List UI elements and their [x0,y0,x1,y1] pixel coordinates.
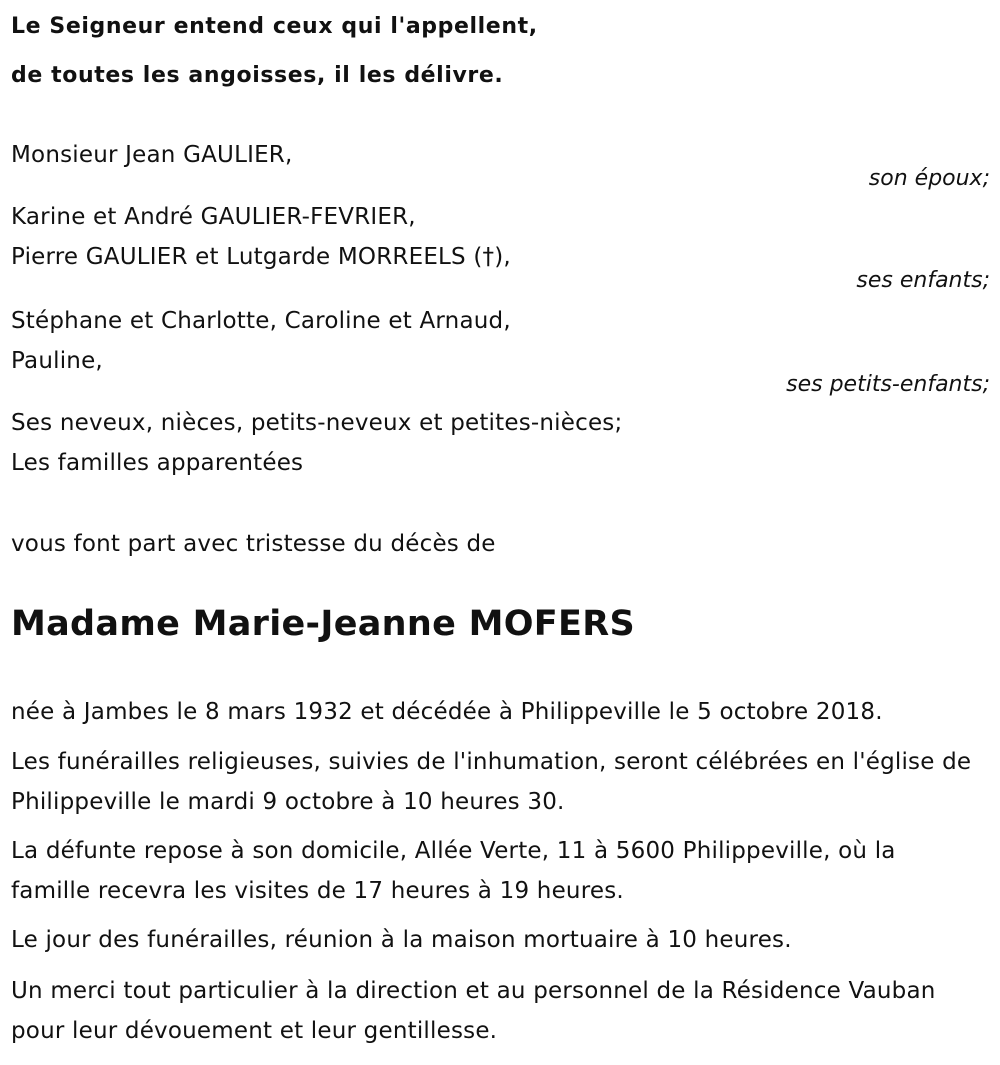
relatives-line-2: Les familles apparentées [11,450,304,476]
child-line-2: Pierre GAULIER et Lutgarde MORREELS (†), [11,244,511,270]
verse-line-1: Le Seigneur entend ceux qui l'appellent, [11,14,538,39]
child-line-1: Karine et André GAULIER-FEVRIER, [11,204,416,230]
relatives-line-1: Ses neveux, nièces, petits-neveux et petites-nièces; [11,410,623,436]
grandchild-line-1: Stéphane et Charlotte, Caroline et Arnaud, [11,308,511,334]
children-role: ses enfants; [856,268,990,293]
spouse-role: son époux; [868,166,990,191]
thanks-info: Un merci tout particulier à la direction et au personnel de la Résidence Vauban pour leur dévouement et leur gentillesse. [11,978,936,1044]
grandchild-line-2: Pauline, [11,348,103,374]
spouse-name: Monsieur Jean GAULIER, [11,142,293,168]
verse-line-2: de toutes les angoisses, il les délivre. [11,63,504,88]
birth-death-info: née à Jambes le 8 mars 1932 et décédée à Philippeville le 5 octobre 2018. [11,699,883,725]
repose-info: La défunte repose à son domicile, Allée Verte, 11 à 5600 Philippeville, où la famille recevra les visites de 17 heures à 19 heures. [11,838,896,904]
funeral-info: Les funérailles religieuses, suivies de l'inhumation, seront célébrées en l'église de Philippeville le mardi 9 octobre à 10 heures 30. [11,749,972,815]
deceased-name: Madame Marie-Jeanne MOFERS [11,604,635,644]
announcement-text: vous font part avec tristesse du décès de [11,531,496,557]
grandchildren-role: ses petits-enfants; [786,372,990,397]
meeting-info: Le jour des funérailles, réunion à la maison mortuaire à 10 heures. [11,927,792,953]
